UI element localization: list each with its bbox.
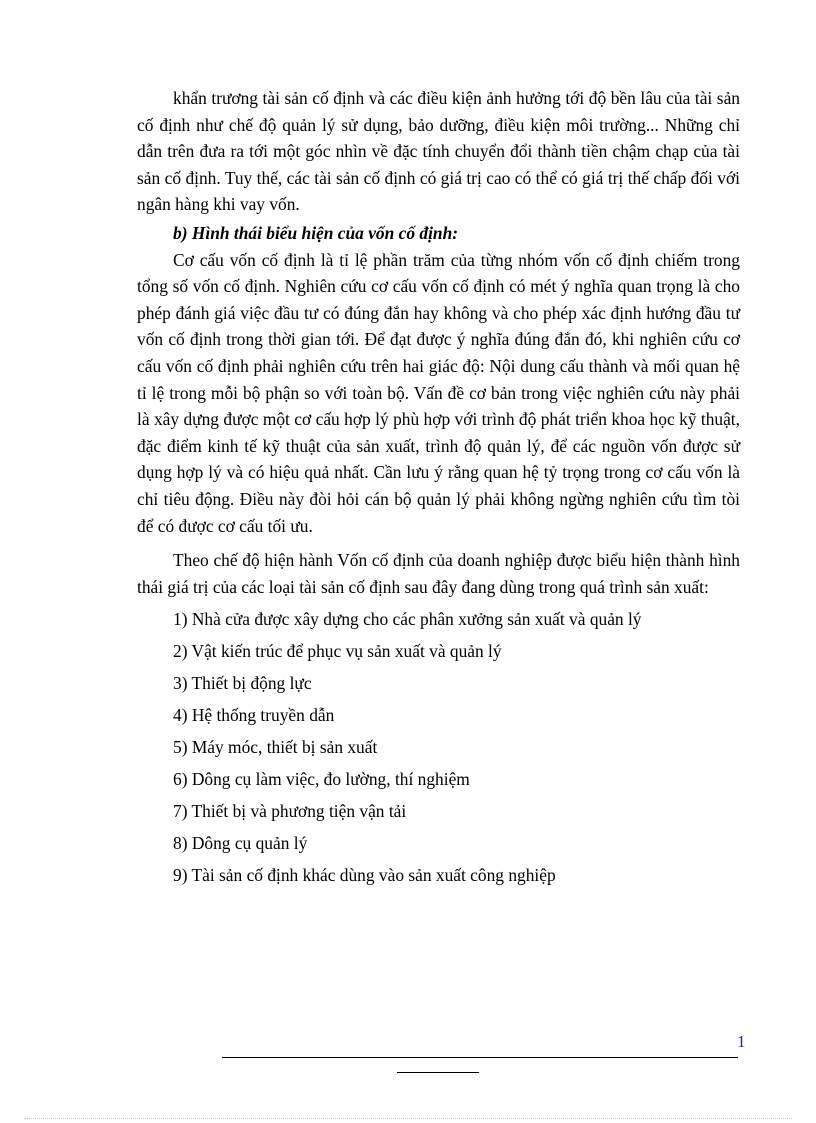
list-item: 4) Hệ thống truyền dẫn bbox=[173, 705, 335, 726]
section-heading-b: b) Hình thái biểu hiện của vốn cố định: bbox=[173, 222, 459, 243]
fixed-asset-list bbox=[137, 606, 740, 888]
page-body bbox=[137, 85, 740, 894]
page-number: 1 bbox=[737, 1032, 746, 1051]
list-item: 1) Nhà cửa được xây dựng cho các phân xưởng sản xuất và quản lý bbox=[173, 609, 642, 630]
list-item: 9) Tài sản cố định khác dùng vào sản xuất công nghiệp bbox=[173, 865, 556, 886]
list-item: 6) Dông cụ làm việc, đo lường, thí nghiệm bbox=[173, 769, 470, 790]
paragraph-capital-structure: Cơ cấu vốn cố định là tỉ lệ phần trăm của từng nhóm vốn cố định chiếm trong tổng số vốn cố định. Nghiên cứu cơ cấu vốn cố định có mét ý nghĩa quan trọng là cho phép đánh giá việc đầu tư có đúng đắn hay không và cho phép xác định hướng đầu tư vốn cố định trong thời gian tới. Để đạt được ý nghĩa đúng đắn đó, khi nghiên cứu cơ cấu vốn cố định phải nghiên cứu trên hai giác độ: Nội dung cấu thành và mối quan hệ tỉ lệ trong mỗi bộ phận so với toàn bộ. Vấn đề cơ bản trong việc nghiên cứu này phải là xây dựng được một cơ cấu hợp lý phù hợp với trình độ phát triển khoa học kỹ thuật, đặc điểm kinh tế kỹ thuật của sản xuất, trình độ quản lý, để các nguồn vốn được sử dụng hợp lý và có hiệu quả nhất. Cần lưu ý rằng quan hệ tỷ trọng trong cơ cấu vốn là chỉ tiêu động. Điều này đòi hỏi cán bộ quản lý phải không ngừng nghiên cứu tìm tòi để có được cơ cấu tối ưu. bbox=[137, 249, 740, 536]
paragraph-current-regime: Theo chế độ hiện hành Vốn cố định của doanh nghiệp được biểu hiện thành hình thái giá trị của các loại tài sản cố định sau đây đang dùng trong quá trình sản xuất: bbox=[137, 550, 740, 597]
list-item: 2) Vật kiến trúc để phục vụ sản xuất và quản lý bbox=[173, 641, 502, 662]
list-item: 5) Máy móc, thiết bị sản xuất bbox=[173, 737, 378, 758]
list-item: 8) Dông cụ quản lý bbox=[173, 833, 308, 854]
list-item: 7) Thiết bị và phương tiện vận tải bbox=[173, 801, 407, 822]
list-item: 3) Thiết bị động lực bbox=[173, 673, 312, 694]
paragraph-liquidity: khẩn trương tài sản cố định và các điều kiện ảnh hưởng tới độ bền lâu của tài sản cố định như chế độ quản lý sử dụng, bảo dưỡng, điều kiện môi trường... Những chỉ dẫn trên đưa ra tới một góc nhìn về đặc tính chuyển đổi thành tiền chậm chạp của tài sản cố định. Tuy thế, các tài sản cố định có giá trị cao có thể có giá trị thế chấp đối với ngân hàng khi vay vốn. bbox=[137, 88, 740, 215]
footer-rule-short bbox=[397, 1072, 479, 1073]
page-edge-divider bbox=[24, 1118, 792, 1119]
footer-rule bbox=[222, 1057, 738, 1058]
